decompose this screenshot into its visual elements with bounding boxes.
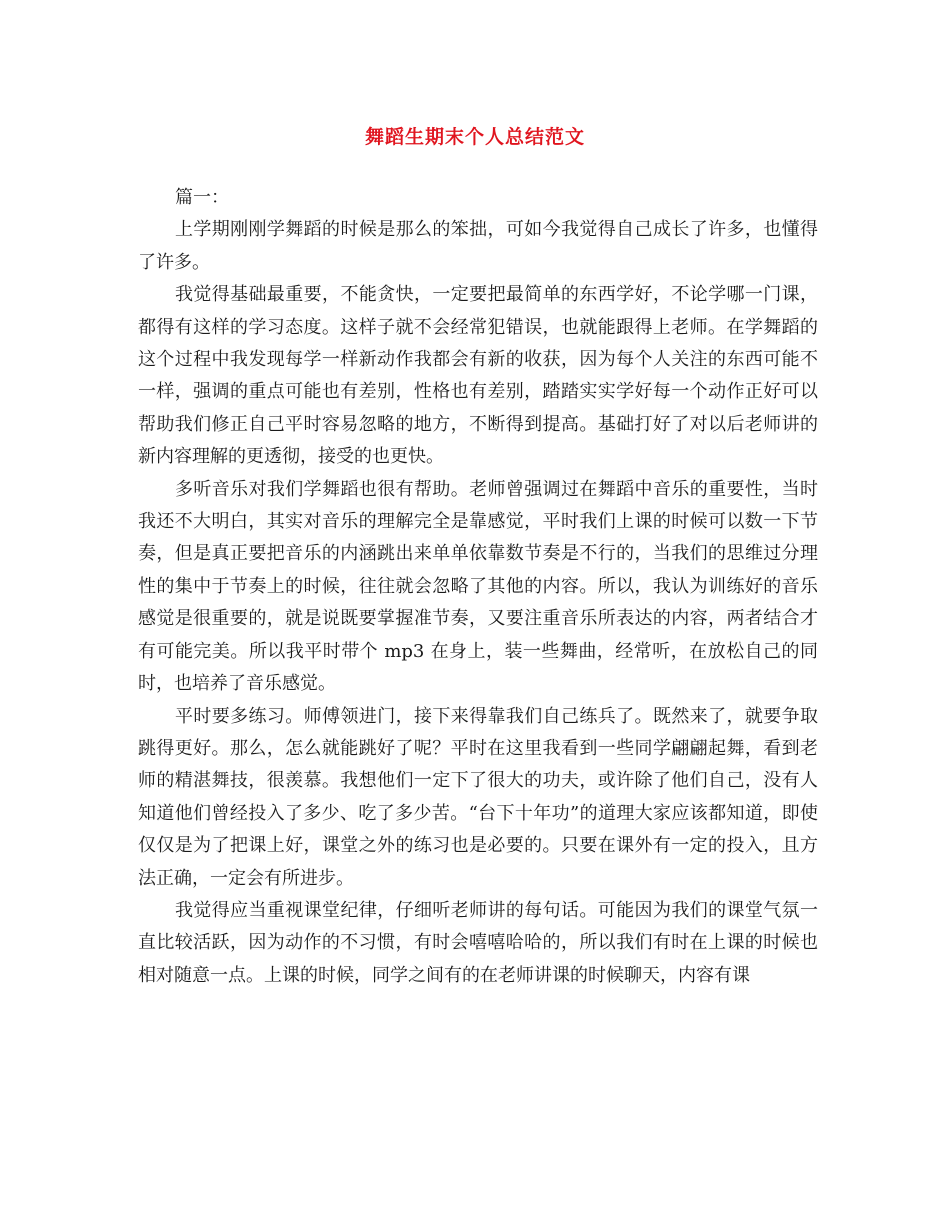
document-title: 舞蹈生期末个人总结范文	[364, 126, 585, 148]
paragraph-2: 我觉得基础最重要，不能贪快，一定要把最简单的东西学好，不论学哪一门课，都得有这样的学习态度。这样子就不会经常犯错误，也就能跟得上老师。在学舞蹈的这个过程中我发现每学一样新动作我都会有新的收获，因为每个人关注的东西可能不一样，强调的重点可能也有差别，性格也有差别，踏踏实实学好每一个动作正好可以帮助我们修正自己平时容易忽略的地方，不断得到提高。基础打好了对以后老师讲的新内容理解的更透彻，接受的也更快。	[138, 284, 818, 468]
paragraph-4: 平时要多练习。师傅领进门，接下来得靠我们自己练兵了。既然来了，就要争取跳得更好。那么，怎么就能跳好了呢？平时在这里我看到一些同学翩翩起舞，看到老师的精湛舞技，很羡慕。我想他们一定下了很大的功夫，或许除了他们自己，没有人知道他们曾经投入了多少、吃了多少苦。“台下十年功”的道理大家应该都知道，即使仅仅是为了把课上好，课堂之外的练习也是必要的。只要在课外有一定的投入，且方法正确，一定会有所进步。	[138, 705, 818, 889]
paragraph-1: 上学期刚刚学舞蹈的时候是那么的笨拙，可如今我觉得自己成长了许多，也懂得了许多。	[138, 219, 818, 273]
paragraph-5: 我觉得应当重视课堂纪律，仔细听老师讲的每句话。可能因为我们的课堂气氛一直比较活跃，因为动作的不习惯，有时会嘻嘻哈哈的，所以我们有时在上课的时候也相对随意一点。上课的时候，同学之间有的在老师讲课的时候聊天，内容有课	[138, 899, 818, 986]
document-body	[138, 182, 818, 992]
section-label: 篇一：	[175, 187, 229, 208]
paragraph-3: 多听音乐对我们学舞蹈也很有帮助。老师曾强调过在舞蹈中音乐的重要性，当时我还不大明白，其实对音乐的理解完全是靠感觉，平时我们上课的时候可以数一下节奏，但是真正要把音乐的内涵跳出来单单依靠数节奏是不行的，当我们的思维过分理性的集中于节奏上的时候，往往就会忽略了其他的内容。所以，我认为训练好的音乐感觉是很重要的，就是说既要掌握准节奏，又要注重音乐所表达的内容，两者结合才有可能完美。所以我平时带个 mp3 在身上，装一些舞曲，经常听，在放松自己的同时，也培养了音乐感觉。	[138, 478, 818, 695]
